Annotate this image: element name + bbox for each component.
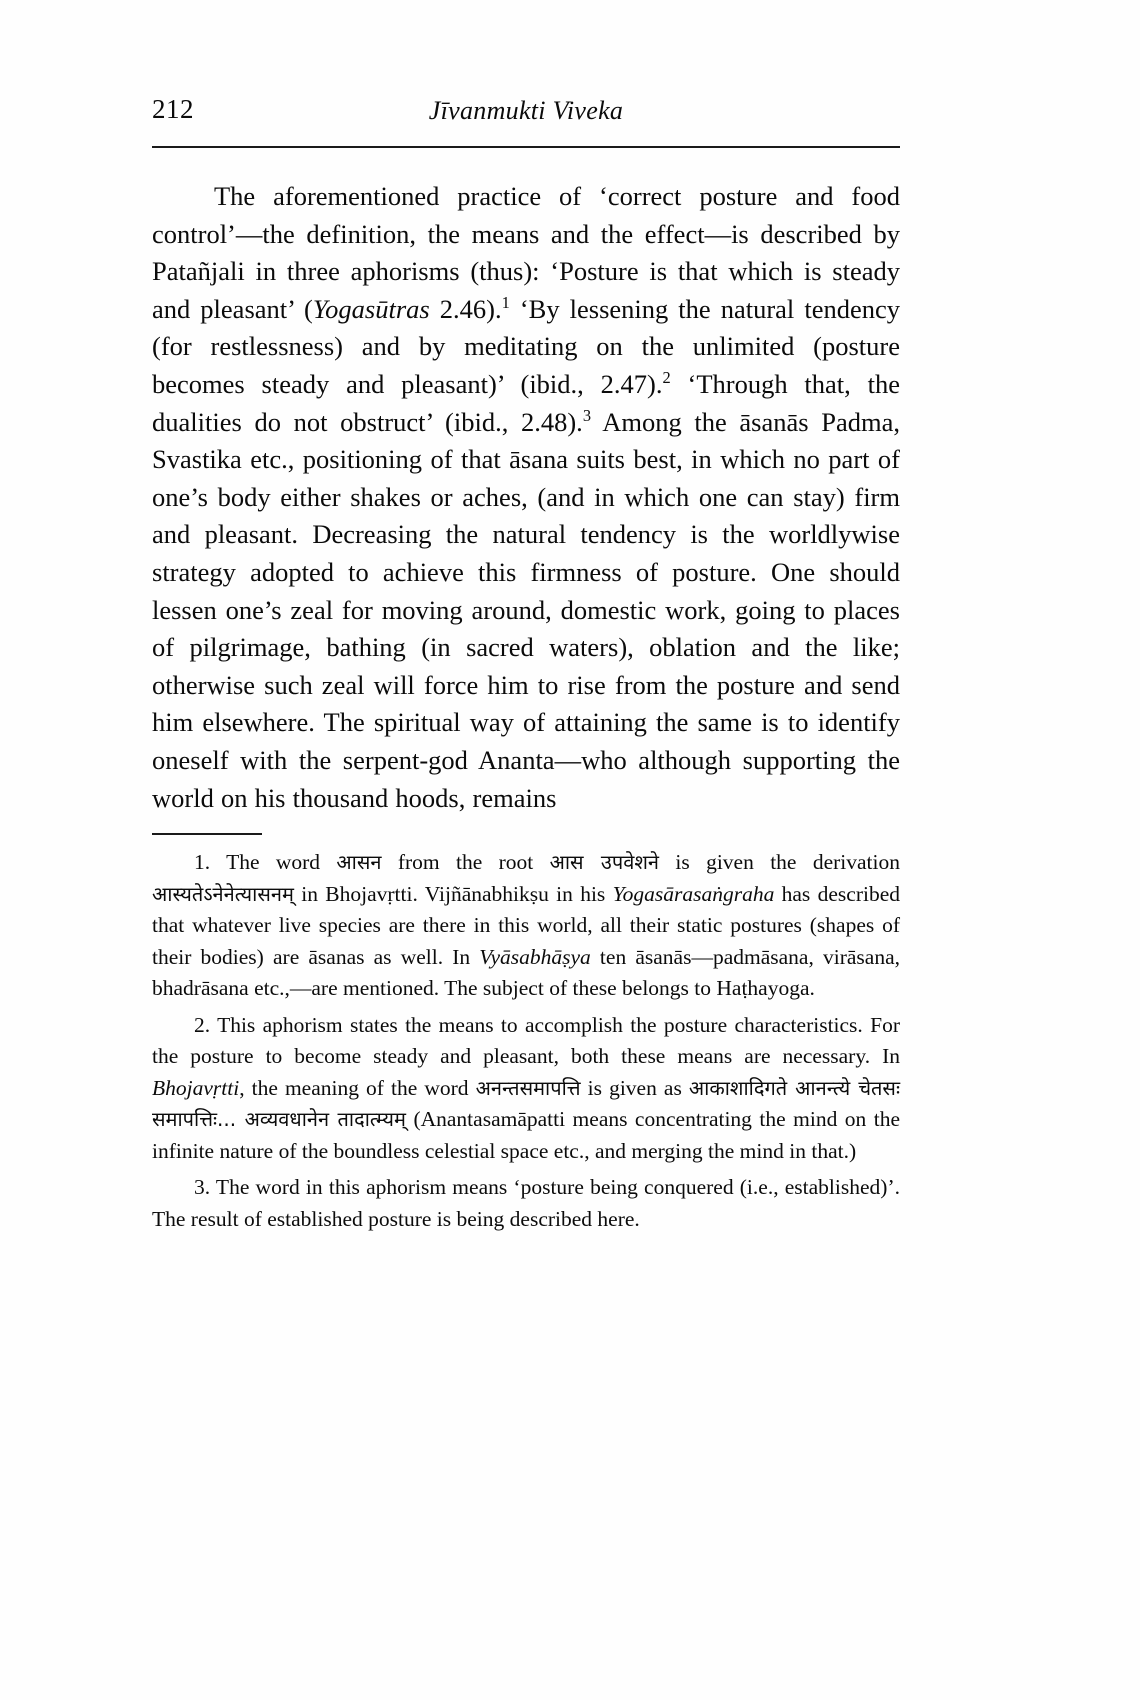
page-content: [152, 96, 900, 1240]
header-rule: [152, 146, 900, 148]
running-title: Jīvanmukti Viveka: [428, 96, 624, 125]
footnote-separator-rule: [152, 833, 262, 835]
page-number: 212: [152, 94, 194, 124]
footnote-3: 3. The word in this aphorism means ‘posture being conquered (i.e., established)’. The result of established posture is being described here.: [152, 1175, 900, 1231]
body-paragraph: The aforementioned practice of ‘correct posture and food control’—the definition, the means and the effect—is described by Patañjali in three aphorisms (thus): ‘Posture is that which is steady and pleasant’ (Yogasūtras 2.46).$^1$ ‘By lessening the natural tendency (for restlessness) and by meditating on the unlimited (posture becomes steady and pleasant)’ (ibid., 2.47).$^2$ ‘Through that, the dualities do not obstruct’ (ibid., 2.48).$^3$ Among the āsanās Padma, Svastika etc., positioning of that āsana suits best, in which no part of one’s body either shakes or aches, (and in which one can stay) firm and pleasant. Decreasing the natural tendency is the worldlywise strategy adopted to achieve this firmness of posture. One should lessen one’s zeal for moving around, domestic work, going to places of pilgrimage, bathing (in sacred waters), oblation and the like; otherwise such zeal will force him to rise from the posture and send him elsewhere. The spiritual way of attaining the same is to identify oneself with the serpent-god Ananta—who although supporting the world on his thousand hoods, remains: [152, 181, 901, 813]
footnote-2: 2. This aphorism states the means to accomplish the posture characteristics. For the posture to become steady and pleasant, both these means are necessary. In Bhojavṛtti, the meaning of the word अनन्तसमापत्ति is given as आकाशादिगते आनन्त्ये चेतसः समापत्तिः... अव्यवधानेन तादात्म्यम् (Anantasamāpatti means concentrating the mind on the infinite nature of the boundless celestial space etc., and merging the mind in that.): [152, 1012, 900, 1163]
running-head: [152, 96, 900, 140]
footnote-1: 1. The word आसन from the root आस उपवेशने is given the derivation आस्यतेऽनेनेत्यासनम् in Bhojavṛtti. Vijñānabhikṣu in his Yogasārasaṅgraha has described that whatever live species are there in this world, all their static postures (shapes of their bodies) are āsanas as well. In Vyāsabhāṣya ten āsanās—padmāsana, virāsana, bhadrāsana etc.,—are mentioned. The subject of these belongs to Haṭhayoga.: [152, 850, 900, 1001]
footnotes-section: [152, 847, 900, 1235]
